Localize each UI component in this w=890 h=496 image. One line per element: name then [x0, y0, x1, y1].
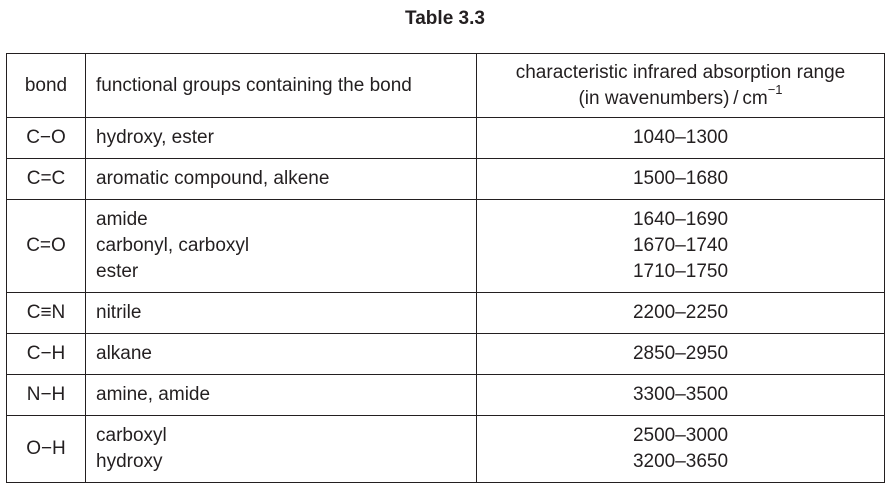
range-value: 1500–1680 — [632, 168, 729, 189]
group-name: amine, amide — [96, 384, 211, 405]
table-header-row — [7, 54, 885, 118]
bond-cell: O−H — [7, 416, 86, 483]
groups-cell — [86, 375, 477, 416]
groups-cell — [86, 159, 477, 200]
group-name: aromatic compound, alkene — [96, 168, 330, 189]
range-value: 1040–1300 — [632, 127, 729, 148]
range-value: 2850–2950 — [632, 343, 729, 364]
bond-cell: N−H — [7, 375, 86, 416]
header-bond: bond — [7, 54, 86, 118]
table-row — [7, 375, 885, 416]
range-value: 3200–3650 — [632, 451, 729, 472]
range-value: 1710–1750 — [632, 261, 729, 282]
header-range-units: (in wavenumbers) / cm — [578, 87, 768, 109]
table-title: Table 3.3 — [405, 8, 485, 29]
groups-cell — [86, 334, 477, 375]
bond-cell: C≡N — [7, 293, 86, 334]
range-value: 1640–1690 — [632, 209, 729, 230]
header-range-line-2 — [487, 82, 874, 112]
bond-cell: C=O — [7, 200, 86, 293]
range-value: 2500–3000 — [632, 425, 729, 446]
groups-cell — [86, 416, 477, 483]
range-cell — [477, 200, 885, 293]
group-name: hydroxy — [96, 451, 163, 472]
table-row — [7, 200, 885, 293]
table-row — [7, 293, 885, 334]
range-value: 3300–3500 — [632, 384, 729, 405]
table-row — [7, 334, 885, 375]
range-value: 2200–2250 — [632, 302, 729, 323]
range-cell — [477, 159, 885, 200]
bond-cell: C−H — [7, 334, 86, 375]
range-cell — [477, 293, 885, 334]
range-value: 1670–1740 — [632, 235, 729, 256]
group-name: carbonyl, carboxyl — [96, 235, 250, 256]
header-functional-groups: functional groups containing the bond — [86, 54, 477, 118]
header-range-line-1: characteristic infrared absorption range — [515, 61, 846, 83]
group-name: nitrile — [96, 302, 142, 323]
range-cell — [477, 334, 885, 375]
range-cell — [477, 416, 885, 483]
bond-cell: C=C — [7, 159, 86, 200]
table-row — [7, 159, 885, 200]
groups-cell — [86, 293, 477, 334]
range-cell — [477, 118, 885, 159]
table-row — [7, 416, 885, 483]
range-cell — [477, 375, 885, 416]
header-range-unit-exponent: −1 — [767, 82, 783, 98]
header-absorption-range — [477, 54, 885, 118]
group-name: amide — [96, 209, 148, 230]
groups-cell — [86, 200, 477, 293]
group-name: alkane — [96, 343, 152, 364]
group-name: hydroxy, ester — [96, 127, 214, 148]
group-name: carboxyl — [96, 425, 167, 446]
table-row — [7, 118, 885, 159]
bond-cell: C−O — [7, 118, 86, 159]
group-name: ester — [96, 261, 139, 282]
groups-cell — [86, 118, 477, 159]
ir-absorption-table — [6, 53, 885, 483]
